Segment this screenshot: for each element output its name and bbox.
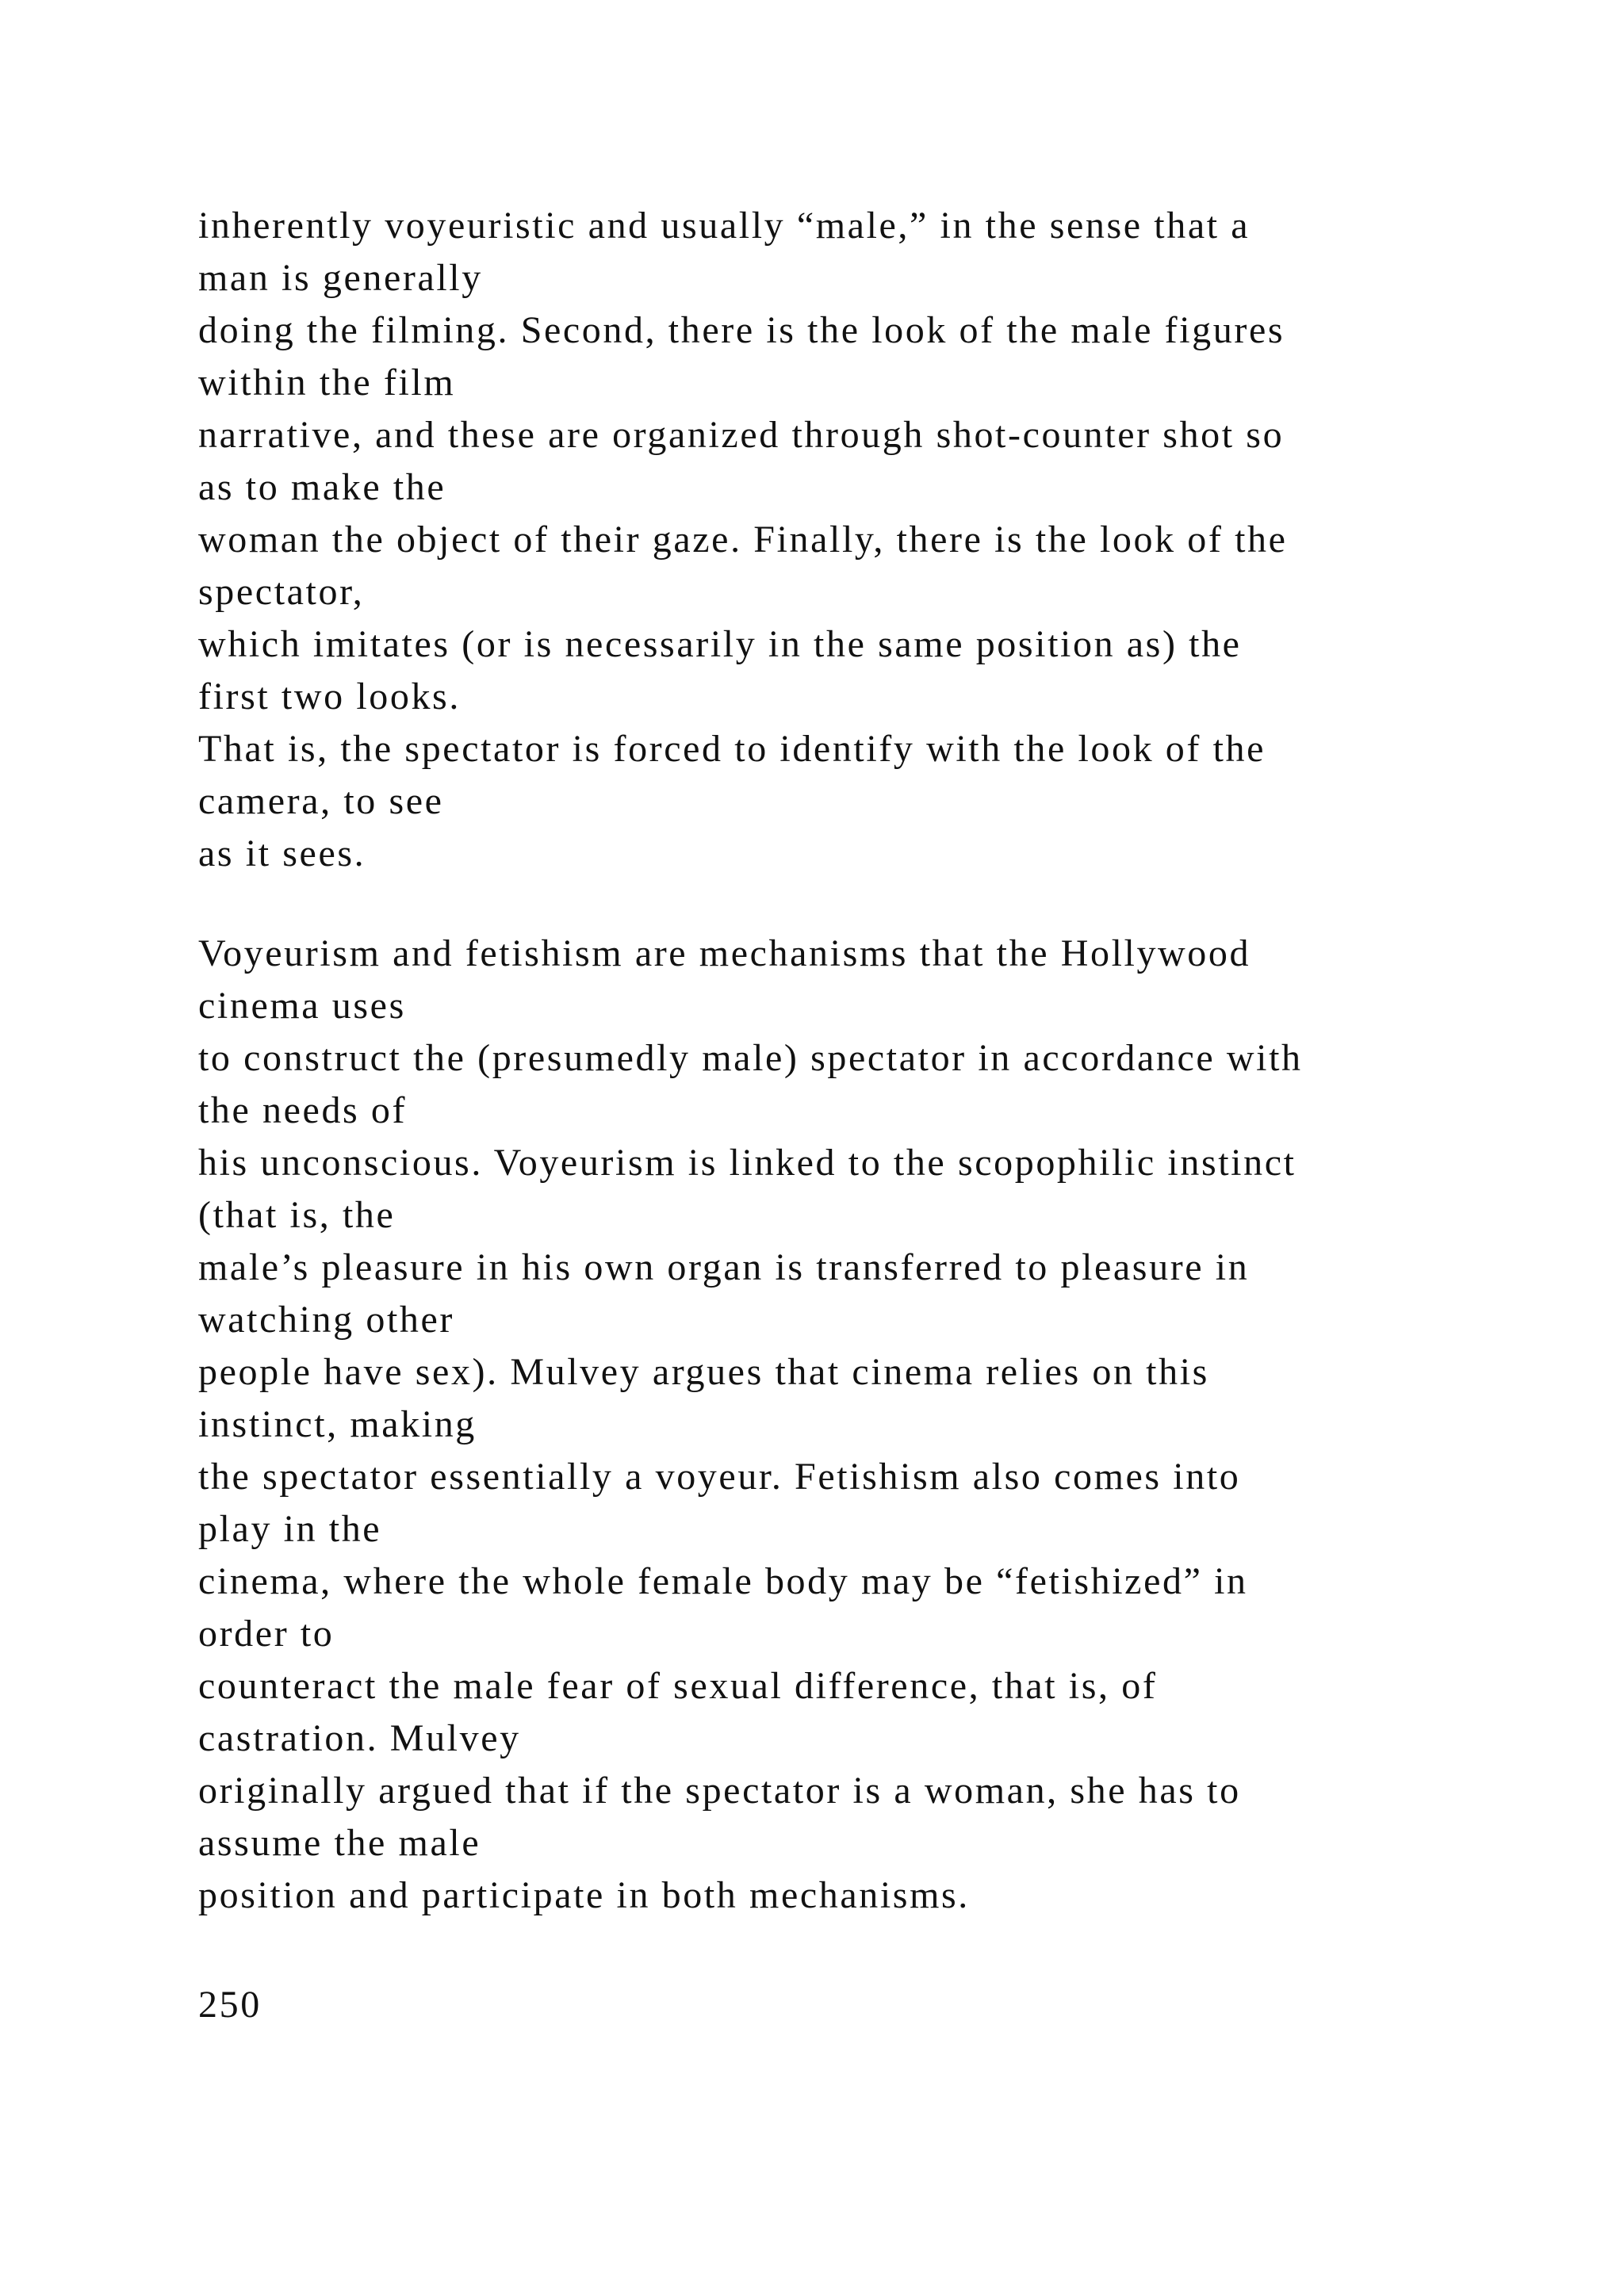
text-line: assume the male <box>198 1822 481 1864</box>
text-line: first two looks. <box>198 675 461 718</box>
text-line: originally argued that if the spectator is a woman, she has to <box>198 1770 1241 1812</box>
text-line: order to <box>198 1613 335 1655</box>
text-line: male’s pleasure in his own organ is transferred to pleasure in <box>198 1246 1250 1288</box>
text-line: watching other <box>198 1299 454 1341</box>
text-line: position and participate in both mechanisms. <box>198 1874 970 1916</box>
text-line: woman the object of their gaze. Finally, there is the look of the <box>198 519 1288 561</box>
text-line: doing the filming. Second, there is the look of the male figures <box>198 309 1285 351</box>
text-line: castration. Mulvey <box>198 1717 521 1759</box>
text-line: That is, the spectator is forced to identify with the look of the <box>198 728 1266 770</box>
text-line: camera, to see <box>198 780 444 822</box>
paragraph-1 <box>198 200 1546 880</box>
text-line: spectator, <box>198 571 365 613</box>
text-line: (that is, the <box>198 1194 396 1236</box>
text-line: the spectator essentially a voyeur. Fetishism also comes into <box>198 1456 1241 1498</box>
text-line: play in the <box>198 1508 382 1550</box>
text-line: Voyeurism and fetishism are mechanisms that the Hollywood <box>198 932 1251 974</box>
text-line: cinema uses <box>198 985 406 1027</box>
text-line: which imitates (or is necessarily in the same position as) the <box>198 623 1242 665</box>
text-line: to construct the (presumedly male) spectator in accordance with <box>198 1037 1303 1079</box>
page-number: 250 <box>198 1984 262 2026</box>
text-line: people have sex). Mulvey argues that cinema relies on this <box>198 1351 1209 1393</box>
text-line: within the film <box>198 362 456 404</box>
text-line: as to make the <box>198 466 446 508</box>
text-line: the needs of <box>198 1089 408 1131</box>
text-line: cinema, where the whole female body may be “fetishized” in <box>198 1560 1248 1602</box>
text-line: as it sees. <box>198 832 366 874</box>
text-line: instinct, making <box>198 1403 477 1445</box>
text-line: counteract the male fear of sexual difference, that is, of <box>198 1665 1158 1707</box>
text-line: man is generally <box>198 257 483 299</box>
text-line: his unconscious. Voyeurism is linked to the scopophilic instinct <box>198 1142 1297 1184</box>
text-line: inherently voyeuristic and usually “male,” in the sense that a <box>198 205 1251 247</box>
paragraph-2 <box>198 928 1546 1922</box>
text-line: narrative, and these are organized through shot-counter shot so <box>198 414 1285 456</box>
